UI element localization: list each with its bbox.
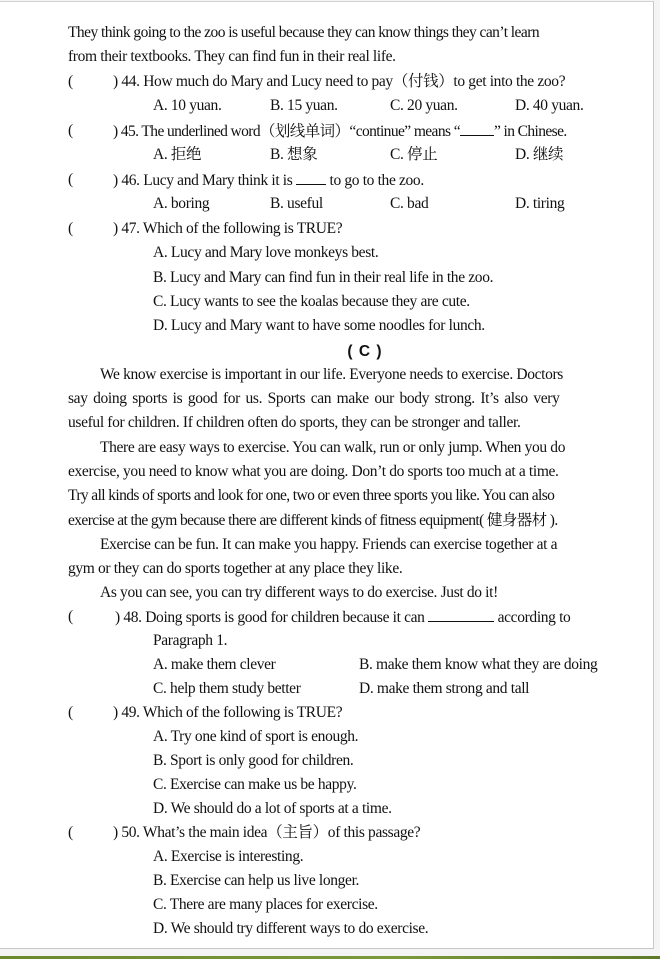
question-text-before: Lucy and Mary think it is — [143, 172, 296, 189]
answer-paren-open[interactable]: ( — [68, 73, 74, 90]
option-d[interactable]: D. tiring — [515, 195, 565, 212]
answer-paren-open[interactable]: ( — [68, 220, 74, 237]
question-text: How much do Mary and Lucy need to pay（付钱）to get into the zoo? — [143, 73, 566, 90]
question-number: 45. — [120, 123, 139, 140]
passage-line: from their textbooks. They can find fun in their real life. — [68, 48, 396, 65]
passage-line: They think going to the zoo is useful because they can know things they can’t learn — [68, 24, 540, 41]
question-text: What’s the main idea（主旨）of this passage? — [142, 824, 421, 841]
option-c[interactable]: C. Lucy wants to see the koalas because they are cute. — [153, 293, 470, 310]
passage-line: As you can see, you can try different ways to do exercise. Just do it! — [100, 584, 498, 601]
passage-line: gym or they can do sports together at any place they like. — [68, 560, 403, 577]
option-d[interactable]: D. 继续 — [515, 146, 564, 163]
option-a[interactable]: A. boring — [153, 195, 210, 212]
option-c[interactable]: C. 20 yuan. — [390, 97, 458, 114]
option-d[interactable]: D. Lucy and Mary want to have some noodles for lunch. — [153, 317, 485, 334]
option-c[interactable]: C. There are many places for exercise. — [153, 896, 378, 913]
answer-blank — [460, 122, 494, 136]
option-a[interactable]: A. Try one kind of sport is enough. — [153, 728, 359, 745]
option-a[interactable]: A. 拒绝 — [153, 146, 202, 163]
answer-paren-close: ) — [113, 824, 118, 841]
option-b[interactable]: B. make them know what they are doing — [359, 656, 598, 673]
passage-line: exercise, you need to know what you are doing. Don’t do sports too much at a time. — [68, 463, 559, 480]
answer-blank — [428, 608, 494, 622]
option-a[interactable]: A. 10 yuan. — [153, 97, 222, 114]
document-page — [0, 1, 654, 949]
option-c[interactable]: C. 停止 — [390, 146, 438, 163]
passage-line: Exercise can be fun. It can make you happy. Friends can exercise together at a — [100, 536, 558, 553]
section-heading: ( C ) — [347, 343, 383, 360]
answer-paren-open[interactable]: ( — [68, 171, 74, 188]
answer-paren-open[interactable]: ( — [68, 704, 74, 721]
option-b[interactable]: B. 想象 — [270, 146, 318, 163]
option-d[interactable]: D. We should do a lot of sports at a time. — [153, 800, 392, 817]
question-text-before: Doing sports is good for children because it can — [145, 609, 429, 626]
answer-paren-close: ) — [115, 609, 120, 626]
option-a[interactable]: A. Lucy and Mary love monkeys best. — [153, 244, 379, 261]
option-c[interactable]: C. help them study better — [153, 680, 301, 697]
passage-line: useful for children. If children often do sports, they can be stronger and taller. — [68, 414, 521, 431]
option-b[interactable]: B. Lucy and Mary can find fun in their real life in the zoo. — [153, 269, 494, 286]
answer-blank — [296, 171, 326, 185]
answer-paren-open[interactable]: ( — [68, 122, 74, 139]
passage-line: exercise at the gym because there are different kinds of fitness equipment( 健身器材 ). — [68, 512, 558, 529]
question-text-after: ” in Chinese. — [493, 123, 567, 140]
option-b[interactable]: B. 15 yuan. — [270, 97, 338, 114]
question-text-after: to go to the zoo. — [325, 172, 424, 189]
option-d[interactable]: D. We should try different ways to do exercise. — [153, 920, 429, 937]
question-text-after: according to — [494, 609, 571, 626]
option-b[interactable]: B. Sport is only good for children. — [153, 752, 354, 769]
passage-line: Try all kinds of sports and look for one, two or even three sports you like. You can also — [68, 487, 555, 504]
answer-paren-close: ) — [113, 123, 118, 140]
option-d[interactable]: D. 40 yuan. — [515, 97, 584, 114]
answer-paren-close: ) — [113, 73, 118, 90]
question-number: 44. — [121, 73, 140, 90]
question-text: Which of the following is TRUE? — [142, 704, 343, 721]
question-text: Which of the following is TRUE? — [142, 220, 343, 237]
answer-paren-open[interactable]: ( — [68, 824, 74, 841]
option-b[interactable]: B. Exercise can help us live longer. — [153, 872, 360, 889]
question-number: 47. — [121, 220, 140, 237]
answer-paren-close: ) — [113, 220, 118, 237]
question-number: 50. — [121, 824, 140, 841]
passage-line: say doing sports is good for us. Sports can make our body strong. It’s also very — [68, 390, 560, 407]
option-b[interactable]: B. useful — [270, 195, 323, 212]
question-continuation: Paragraph 1. — [153, 632, 228, 649]
passage-line: There are easy ways to exercise. You can walk, run or only jump. When you do — [100, 439, 566, 456]
option-a[interactable]: A. Exercise is interesting. — [153, 848, 304, 865]
option-c[interactable]: C. bad — [390, 195, 429, 212]
question-number: 49. — [121, 704, 140, 721]
option-c[interactable]: C. Exercise can make us be happy. — [153, 776, 357, 793]
option-d[interactable]: D. make them strong and tall — [359, 680, 530, 697]
question-number: 48. — [123, 609, 142, 626]
question-number: 46. — [121, 172, 140, 189]
option-a[interactable]: A. make them clever — [153, 656, 276, 673]
answer-paren-close: ) — [113, 704, 118, 721]
answer-paren-close: ) — [113, 172, 118, 189]
answer-paren-open[interactable]: ( — [68, 608, 74, 625]
question-text-before: The underlined word（划线单词）“continue” means “ — [141, 123, 460, 140]
passage-line: We know exercise is important in our life. Everyone needs to exercise. Doctors — [100, 366, 563, 383]
